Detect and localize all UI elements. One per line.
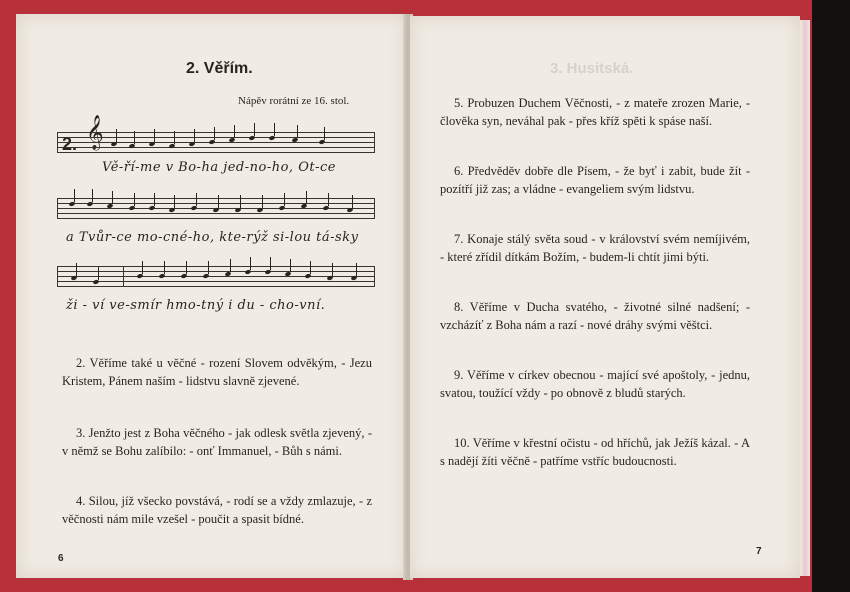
hymn-title: 2. Věřím. — [186, 60, 253, 77]
lyric-line-3: ži - ví ve-smír hmo-tný i du - cho-vní. — [66, 298, 326, 313]
verse-6: 6. Předvěděv dobře dle Písem, - že byť i zabit, bude žít - pozítří již zas; a vládne - evangeliem svým lidstvu. — [440, 164, 750, 196]
melody-source: Nápěv rorátní ze 16. stol. — [238, 95, 350, 107]
verse-3: 3. Jenžto jest z Boha věčného - jak odlesk světla zjevený, - v němž se Bohu zalíbilo: - onť Immanuel, - Bůh s námi. — [62, 426, 372, 458]
lyric-line-1: Vě-ří-me v Bo-ha jed-no-ho, Ot-ce — [102, 160, 336, 175]
verse-5: 5. Probuzen Duchem Věčnosti, - z mateře zrozen Marie, - člověka syn, neváhal pak - přes kříž spěti k spáse naší. — [440, 96, 750, 128]
music-number: 2. — [62, 134, 78, 154]
page-edges — [800, 20, 810, 576]
verse-8: 8. Věříme v Ducha svatého, - životné silné nadšení; - vzcházíť z Boha nám a razí - nové dráhy svými věštci. — [440, 300, 750, 332]
verse-2: 2. Věříme také u věčné - rození Slovem odvěkým, - Jezu Kristem, Pánem naším - lidstvu slavně zjevené. — [62, 356, 372, 388]
page-number-left: 6 — [58, 553, 64, 564]
bleed-through-heading: 3. Husitská. — [550, 60, 634, 77]
verse-9: 9. Věříme v církev obecnou - mající své apoštoly, - jednu, svatou, toužící vždy - po obnově z bludů starých. — [440, 368, 750, 400]
music-staff-1 — [57, 132, 375, 156]
page-number-right: 7 — [756, 546, 762, 557]
verse-4: 4. Silou, jíž všecko povstává, - rodí se a vždy zmlazuje, - z věčnosti nám mile vzešel - poučit a spasit bídné. — [62, 494, 372, 526]
background — [812, 0, 850, 592]
treble-clef-icon: 𝄞 — [86, 116, 104, 149]
music-staff-3 — [57, 266, 375, 290]
verse-7: 7. Konaje stálý světa soud - v království svém nemíjivém, - které zřídil dítkám Božím, - budem-li chtít jimi býti. — [440, 232, 750, 264]
music-staff-2 — [57, 198, 375, 222]
lyric-line-2: a Tvůr-ce mo-cné-ho, kte-rýž si-lou tá-sky — [66, 230, 359, 245]
verse-10: 10. Věříme v křestní očistu - od hříchů, jak Ježíš kázal. - A s nadějí žíti věčně - patříme vstříc budoucnosti. — [440, 436, 750, 468]
